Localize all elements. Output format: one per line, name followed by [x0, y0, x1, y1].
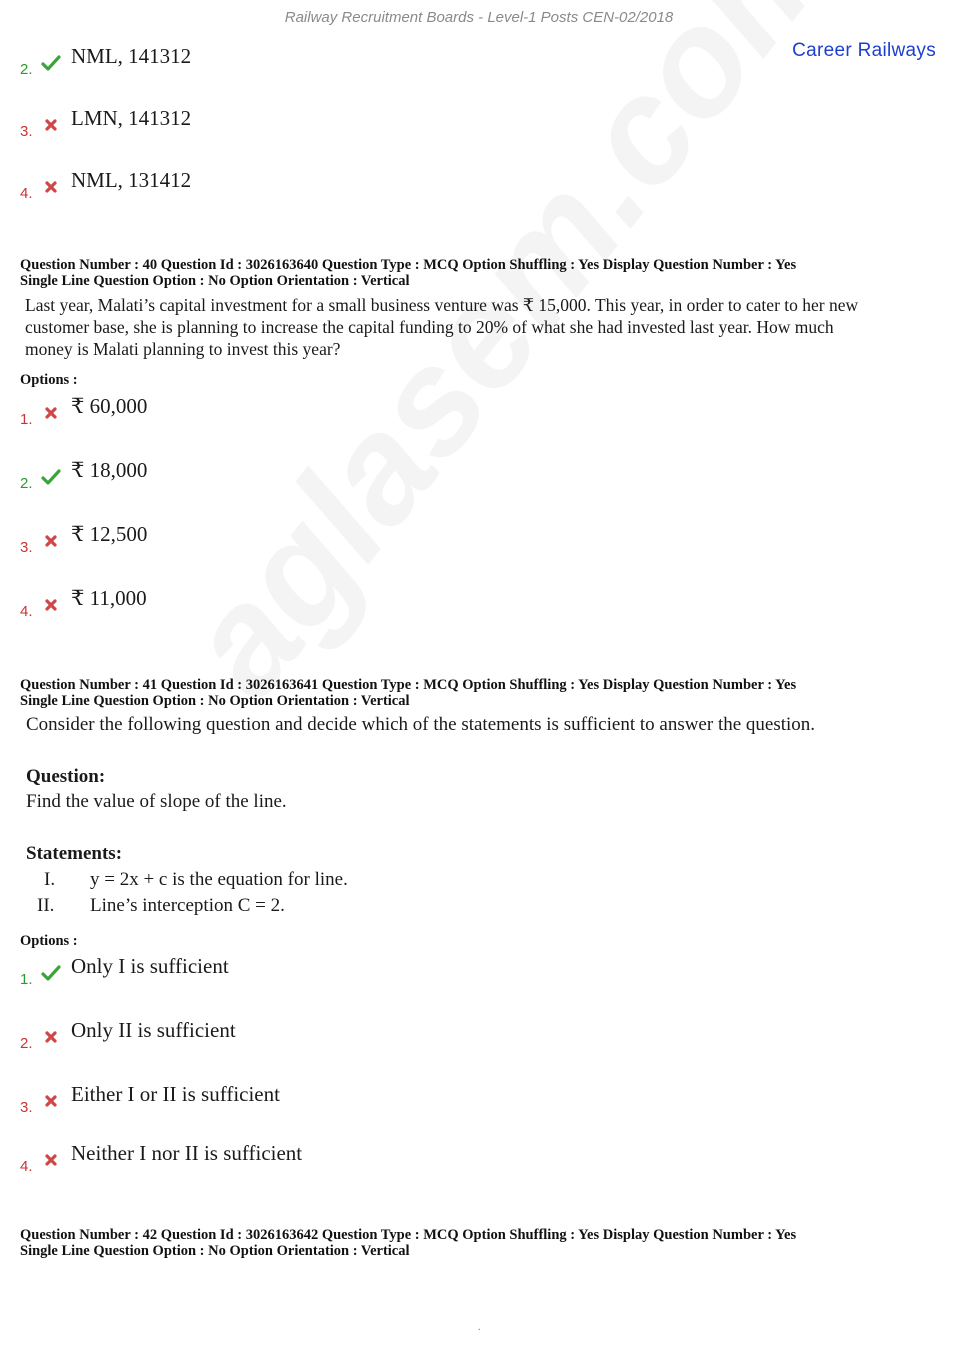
question-meta-options: Single Line Question Option : No Option Orientation : Vertical: [20, 1243, 410, 1259]
cross-icon: [41, 532, 61, 550]
option-number: 1.: [20, 411, 33, 428]
option-text: NML, 131412: [71, 168, 192, 192]
question-meta: Question Number : 42 Question Id : 3026163642 Question Type : MCQ Option Shuffling : Yes Display Question Number : Yes: [20, 1227, 797, 1243]
option-number: 1.: [20, 971, 33, 988]
options-label: Options :: [20, 933, 78, 949]
option-text: Either I or II is sufficient: [71, 1082, 280, 1106]
question-text-line: money is Malati planning to invest this year?: [25, 339, 341, 359]
option-text: ₹ 12,500: [71, 522, 148, 546]
cross-icon: [41, 404, 61, 422]
page-header-title: Railway Recruitment Boards - Level-1 Posts CEN-02/2018: [284, 9, 674, 26]
cross-icon: [41, 596, 61, 614]
question-meta-options: Single Line Question Option : No Option Orientation : Vertical: [20, 273, 410, 289]
option-number: 3.: [20, 1099, 33, 1116]
option-number: 3.: [20, 123, 33, 140]
option-number: 2.: [20, 1035, 33, 1052]
page-footer-mark: .: [478, 1322, 481, 1333]
option-text: ₹ 18,000: [71, 458, 148, 482]
option-text: LMN, 141312: [71, 106, 192, 130]
cross-icon: [41, 116, 61, 134]
cross-icon: [41, 1092, 61, 1110]
statement-text: y = 2x + c is the equation for line.: [90, 869, 348, 890]
option-text: ₹ 11,000: [71, 586, 147, 610]
question-text: Find the value of slope of the line.: [26, 791, 287, 812]
check-icon: [41, 964, 61, 982]
option-number: 4.: [20, 1158, 33, 1175]
statement-roman: I.: [44, 869, 56, 890]
question-meta: Question Number : 40 Question Id : 3026163640 Question Type : MCQ Option Shuffling : Yes Display Question Number : Yes: [20, 257, 797, 273]
cross-icon: [41, 1151, 61, 1169]
question-text-line: Last year, Malati’s capital investment for a small business venture was ₹ 15,000. This year, in order to cater to her new: [25, 295, 859, 315]
question-meta-options: Single Line Question Option : No Option Orientation : Vertical: [20, 693, 410, 709]
option-text: Neither I nor II is sufficient: [71, 1141, 303, 1165]
option-number: 3.: [20, 539, 33, 556]
statement-text: Line’s interception C = 2.: [90, 895, 285, 916]
question-meta: Question Number : 41 Question Id : 3026163641 Question Type : MCQ Option Shuffling : Yes Display Question Number : Yes: [20, 677, 797, 693]
check-icon: [41, 54, 61, 72]
cross-icon: [41, 1028, 61, 1046]
option-number: 2.: [20, 61, 33, 78]
cross-icon: [41, 178, 61, 196]
brand-label: Career Railways: [792, 40, 936, 61]
option-text: Only II is sufficient: [71, 1018, 236, 1042]
question-heading: Question:: [26, 766, 106, 787]
statements-heading: Statements:: [26, 843, 123, 864]
option-number: 4.: [20, 603, 33, 620]
check-icon: [41, 468, 61, 486]
statement-roman: II.: [37, 895, 55, 916]
option-text: Only I is sufficient: [71, 954, 229, 978]
option-text: NML, 141312: [71, 44, 192, 68]
question-intro: Consider the following question and decide which of the statements is sufficient to answer the question.: [26, 714, 816, 735]
option-text: ₹ 60,000: [71, 394, 148, 418]
option-number: 2.: [20, 475, 33, 492]
options-label: Options :: [20, 372, 78, 388]
question-text-line: customer base, she is planning to increase the capital funding to 20% of what she had invested last year. How much: [25, 317, 834, 337]
option-number: 4.: [20, 185, 33, 202]
watermark: [150, 0, 871, 727]
